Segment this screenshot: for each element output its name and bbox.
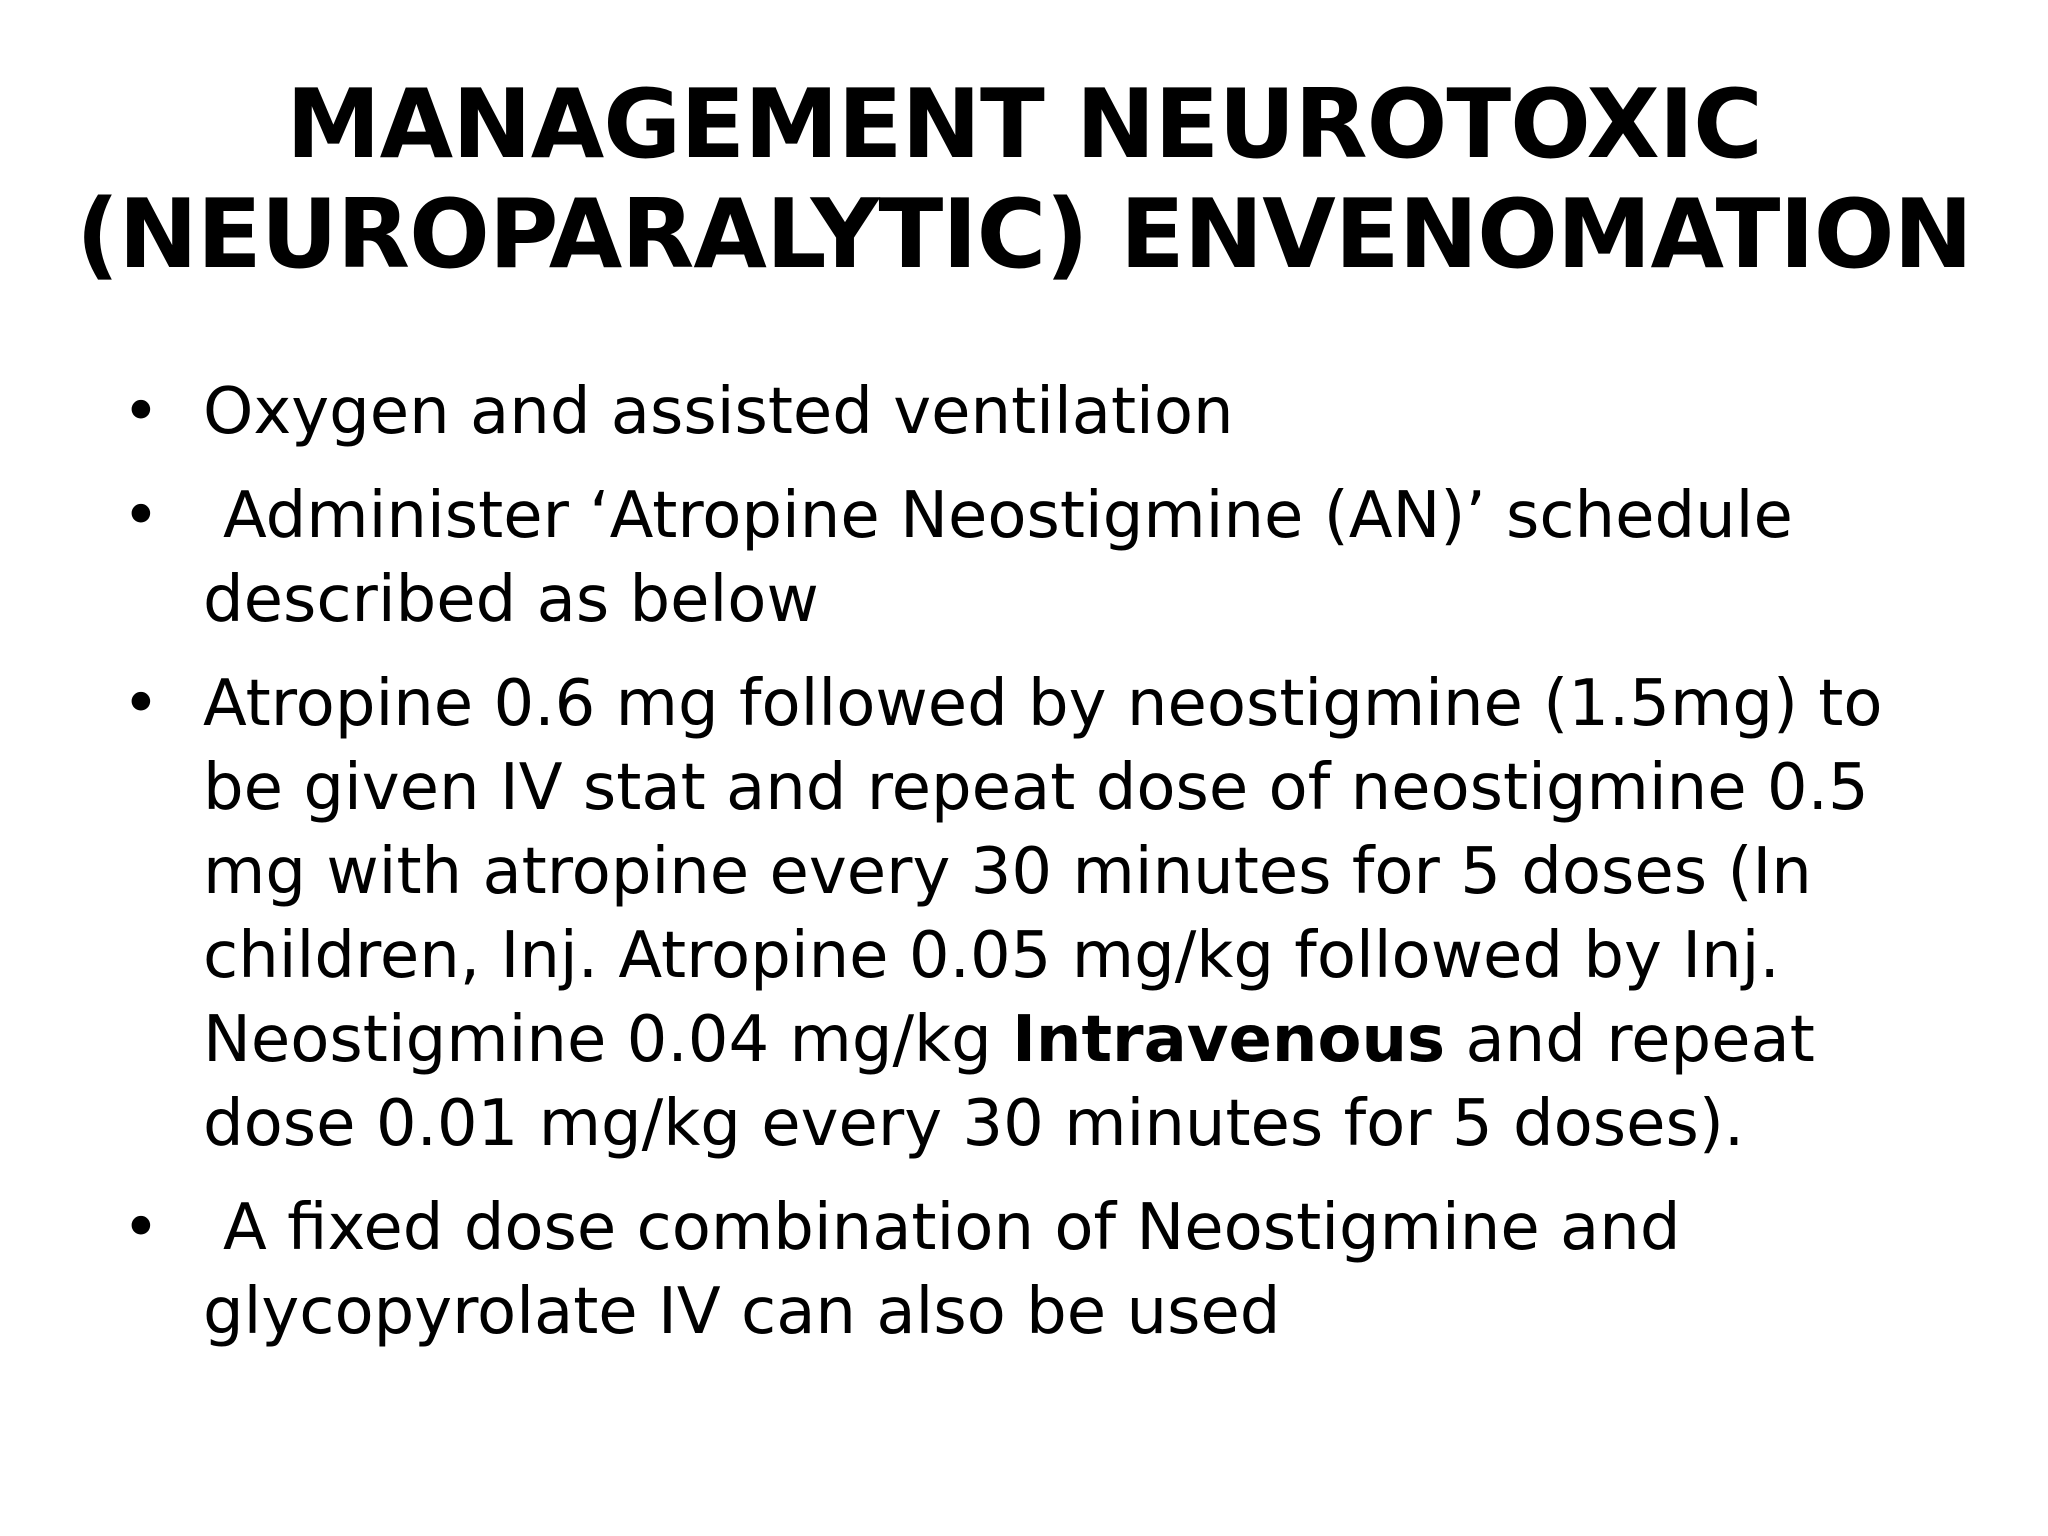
bullet-item-dosage: [122, 662, 1982, 1166]
dosage-text-bold: Intravenous: [1012, 1003, 1446, 1077]
bullet-icon: •: [122, 479, 160, 553]
title-line-1: MANAGEMENT NEUROTOXIC: [286, 70, 1762, 180]
bullet-icon: •: [122, 1191, 160, 1265]
bullet-item-fixed-dose: [122, 1186, 1982, 1354]
dosage-text-before: Atropine 0.6 mg followed by neostigmine (1.5mg) to be given IV stat and repeat dose of neostigmine 0.5 mg with atropine every 30 minutes for 5 doses (In children, Inj. Atropine 0.05 mg/kg followed by Inj. Neostigmine 0.04 mg/kg: [203, 667, 1883, 1077]
bullet-icon: •: [122, 375, 160, 449]
bullet-text: Oxygen and assisted ventilation: [203, 375, 1234, 449]
title-line-2: (NEUROPARALYTIC) ENVENOMATION: [75, 180, 1973, 290]
bullet-text: [203, 479, 1793, 637]
bullet-text: [203, 1191, 1680, 1349]
bullet-item-an-schedule: [122, 474, 1982, 642]
bullet-item-oxygen: [122, 370, 1982, 454]
bullet-icon: •: [122, 667, 160, 741]
bullet-text: [203, 667, 1883, 1161]
dosage-text-after: and repeat dose 0.01 mg/kg every 30 minutes for 5 doses).: [203, 1003, 1815, 1161]
slide-title: [0, 70, 2048, 290]
bullet-list: [122, 370, 1982, 1374]
bullet-text-content: A fixed dose combination of Neostigmine and glycopyrolate IV can also be used: [203, 1191, 1681, 1349]
bullet-text-content: Administer ‘Atropine Neostigmine (AN)’ schedule described as below: [203, 479, 1793, 637]
